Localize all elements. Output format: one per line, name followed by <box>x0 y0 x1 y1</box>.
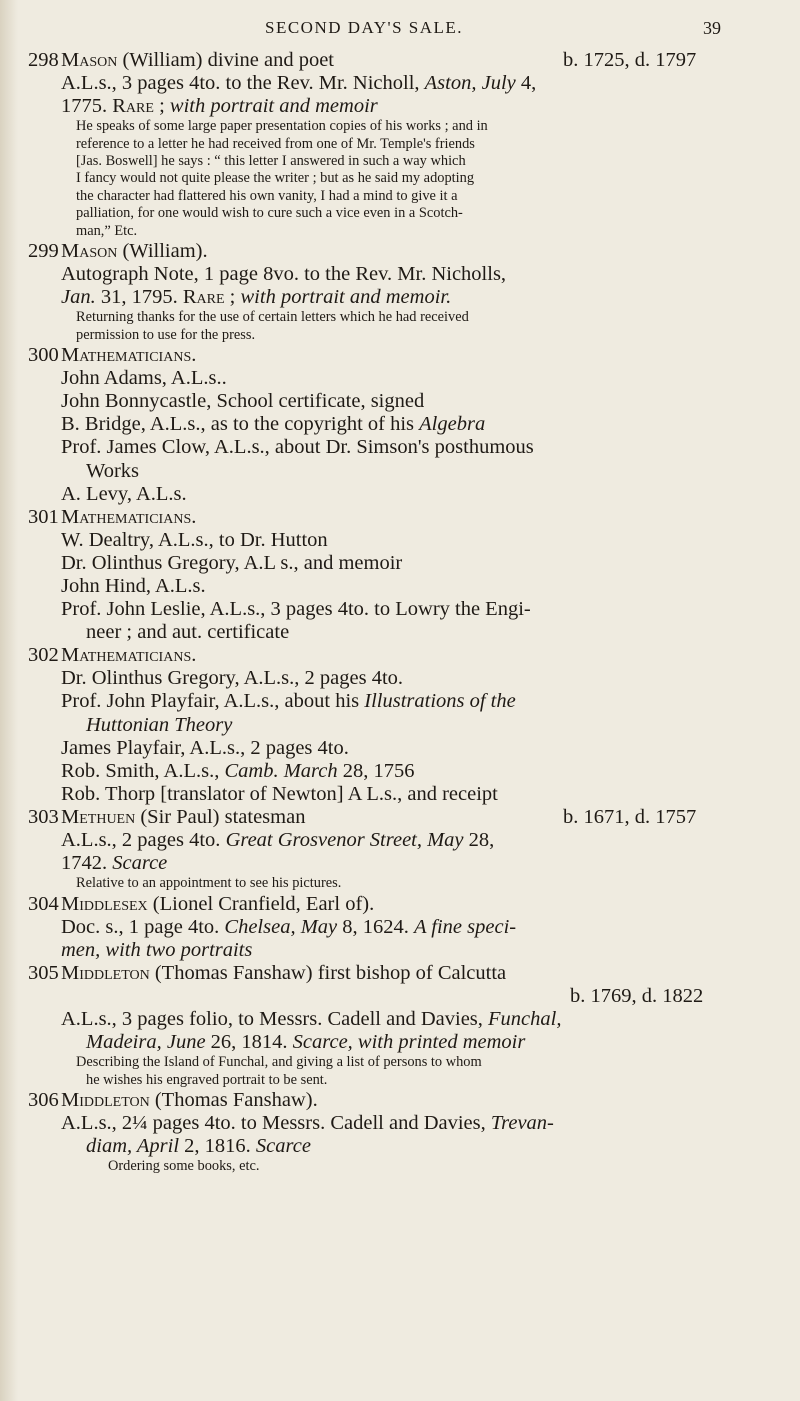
lot-description: Autograph Note, 1 page 8vo. to the Rev. Mr. Nicholls, <box>61 263 507 286</box>
lot-note: man,” Etc. <box>76 222 138 239</box>
lot-note: he wishes his engraved portrait to be sent. <box>86 1071 328 1088</box>
lot-301 <box>28 506 728 645</box>
lot-note: the character had flattered his own vanity, I had a mind to give it a <box>76 187 458 204</box>
lot-302 <box>28 644 728 806</box>
lot-number: 299 <box>28 240 59 263</box>
lot-306 <box>28 1089 728 1176</box>
lot-item: Prof. John Leslie, A.L.s., 3 pages 4to. to Lowry the Engi- <box>61 598 531 621</box>
lot-description: Doc. s., 1 page 4to. Chelsea, May 8, 1624. A fine speci- <box>61 915 517 938</box>
lot-number: 302 <box>28 644 59 667</box>
lot-note: He speaks of some large paper presentation copies of his works ; and in <box>76 118 488 135</box>
lot-title: Middlesex (Lionel Cranfield, Earl of). <box>61 892 375 915</box>
lot-item: James Playfair, A.L.s., 2 pages 4to. <box>61 736 349 759</box>
lot-title: Mason (William). <box>61 240 208 263</box>
lot-note: Describing the Island of Funchal, and giving a list of persons to whom <box>76 1054 482 1071</box>
lot-item: Prof. John Playfair, A.L.s., about his Illustrations of the <box>61 690 516 713</box>
lot-note: [Jas. Boswell] he says : “ this letter I answered in such a way which <box>76 153 466 170</box>
lot-note: reference to a letter he had received from one of Mr. Temple's friends <box>76 135 475 152</box>
lot-item: Huttonian Theory <box>86 713 233 736</box>
lot-title: Methuen (Sir Paul) statesman <box>61 805 306 828</box>
lot-note: Relative to an appointment to see his pictures. <box>76 875 342 892</box>
lot-description: diam, April 2, 1816. Scarce <box>86 1135 311 1158</box>
lot-title: Mathematicians. <box>61 344 197 367</box>
lot-description: A.L.s., 3 pages 4to. to the Rev. Mr. Nicholl, Aston, July 4, <box>61 72 537 95</box>
lot-title: Mathematicians. <box>61 505 197 528</box>
lot-dates: b. 1769, d. 1822 <box>570 985 704 1007</box>
lot-item: Prof. James Clow, A.L.s., about Dr. Simson's posthumous <box>61 436 534 459</box>
lot-item: Rob. Thorp [translator of Newton] A L.s., and receipt <box>61 782 498 805</box>
lot-item: John Bonnycastle, School certificate, signed <box>61 390 425 413</box>
lot-note: Returning thanks for the use of certain letters which he had received <box>76 309 469 326</box>
lot-note: permission to use for the press. <box>76 326 256 343</box>
lot-item: John Hind, A.L.s. <box>61 575 206 598</box>
lot-description: 1775. Rare ; with portrait and memoir <box>61 95 378 118</box>
lot-description: A.L.s., 3 pages folio, to Messrs. Cadell and Davies, Funchal, <box>61 1008 562 1031</box>
lot-note: Ordering some books, etc. <box>108 1158 260 1175</box>
page-header <box>0 14 800 44</box>
lot-298 <box>28 49 728 240</box>
lot-description: Jan. 31, 1795. Rare ; with portrait and memoir. <box>61 286 452 309</box>
lot-title: Mason (William) divine and poet <box>61 49 335 71</box>
lot-299 <box>28 240 728 344</box>
lot-description: Madeira, June 26, 1814. Scarce, with printed memoir <box>86 1031 526 1054</box>
lot-303 <box>28 806 728 893</box>
lot-description: A.L.s., 2 pages 4to. Great Grosvenor Street, May 28, <box>61 829 495 852</box>
page-edge-shadow <box>0 0 18 1401</box>
lot-description: men, with two portraits <box>61 938 253 961</box>
lot-dates: b. 1725, d. 1797 <box>563 49 697 71</box>
lot-note: I fancy would not quite please the writer ; but as he said my adopting <box>76 170 475 187</box>
lot-300 <box>28 344 728 506</box>
lot-note: palliation, for one would wish to cure such a vice even in a Scotch- <box>76 205 463 222</box>
lot-item: Dr. Olinthus Gregory, A.L.s., 2 pages 4to. <box>61 667 404 690</box>
lot-number: 298 <box>28 49 59 71</box>
lot-304 <box>28 893 728 962</box>
lot-number: 306 <box>28 1089 59 1112</box>
lot-title: Mathematicians. <box>61 644 197 667</box>
lot-description: A.L.s., 2¼ pages 4to. to Messrs. Cadell and Davies, Trevan- <box>61 1112 554 1135</box>
lot-number: 305 <box>28 961 59 984</box>
lot-number: 303 <box>28 805 59 828</box>
lot-item: B. Bridge, A.L.s., as to the copyright of his Algebra <box>61 413 486 436</box>
lot-item: Rob. Smith, A.L.s., Camb. March 28, 1756 <box>61 759 415 782</box>
lot-item: Dr. Olinthus Gregory, A.L s., and memoir <box>61 551 403 574</box>
lot-item: A. Levy, A.L.s. <box>61 482 187 505</box>
lot-title: Middleton (Thomas Fanshaw). <box>61 1089 318 1112</box>
lot-item: Works <box>86 459 140 482</box>
lot-title: Middleton (Thomas Fanshaw) first bishop of Calcutta <box>61 961 507 984</box>
running-head: SECOND DAY'S SALE. <box>265 18 464 37</box>
lot-item: John Adams, A.L.s.. <box>61 367 227 390</box>
lot-dates: b. 1671, d. 1757 <box>563 805 697 828</box>
lot-number: 301 <box>28 505 59 528</box>
lot-number: 304 <box>28 892 59 915</box>
lot-number: 300 <box>28 344 59 367</box>
page-number: 39 <box>703 18 721 38</box>
lot-description: 1742. Scarce <box>61 852 168 875</box>
lot-item: neer ; and aut. certificate <box>86 621 290 644</box>
lot-305 <box>28 962 728 1089</box>
catalogue-text <box>28 49 728 1176</box>
lot-item: W. Dealtry, A.L.s., to Dr. Hutton <box>61 528 328 551</box>
